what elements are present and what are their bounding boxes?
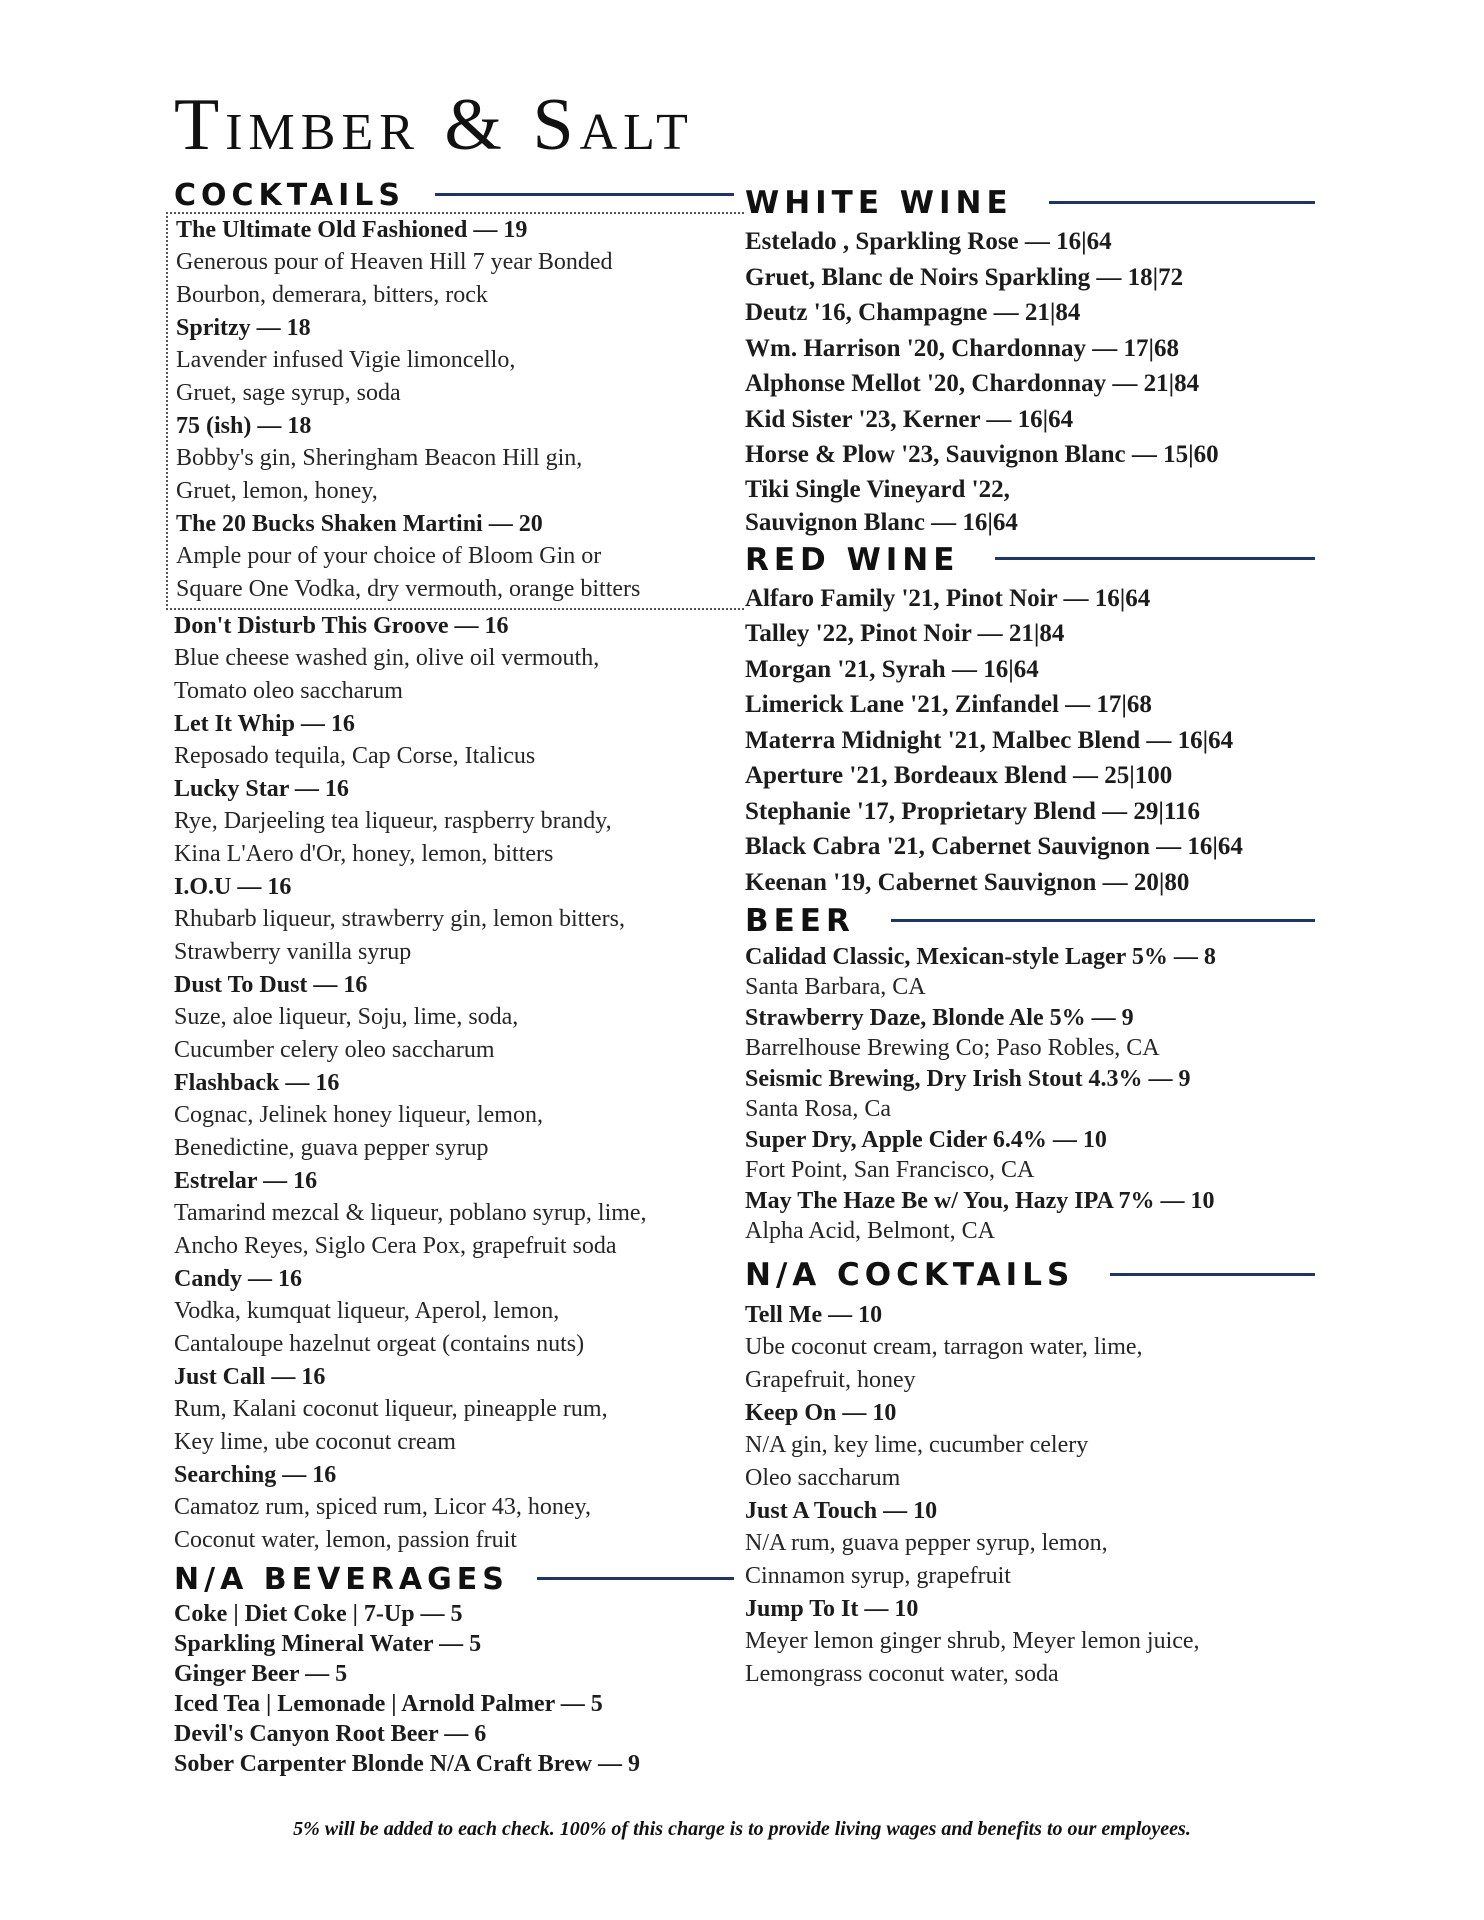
wine-item: Limerick Lane '21, Zinfandel — 17|68 — [745, 691, 1152, 718]
beer-item-title: Super Dry, Apple Cider 6.4% — 10 — [745, 1127, 1107, 1153]
menu-item — [176, 214, 744, 312]
menu-item-title: Estrelar — 16 — [174, 1168, 318, 1194]
menu-item-title: Don't Disturb This Groove — 16 — [174, 613, 509, 639]
menu-item-desc: Bourbon, demerara, bitters, rock — [176, 282, 488, 308]
wine-item: Stephanie '17, Proprietary Blend — 29|116 — [745, 797, 1201, 825]
menu-item-desc: Rhubarb liqueur, strawberry gin, lemon bitters, — [174, 906, 625, 932]
menu-item — [174, 1067, 734, 1165]
beer-item — [745, 1003, 1315, 1064]
na-cocktail-item-desc: N/A rum, guava pepper syrup, lemon, — [745, 1530, 1108, 1556]
na-cocktails-heading-rule — [1110, 1273, 1315, 1282]
menu-item-desc: Gruet, sage syrup, soda — [176, 380, 401, 406]
na-beverage-item: Devil's Canyon Root Beer — 6 — [174, 1721, 487, 1747]
beer-heading-label: BEER — [745, 903, 855, 939]
menu-item-desc: Cucumber celery oleo saccharum — [174, 1037, 495, 1063]
menu-item-desc: Benedictine, guava pepper syrup — [174, 1135, 489, 1161]
cocktails-heading-label: COCKTAILS — [174, 177, 406, 213]
wine-item: Deutz '16, Champagne — 21|84 — [745, 299, 1081, 326]
menu-item-desc: Strawberry vanilla syrup — [174, 939, 412, 965]
wine-item: Sauvignon Blanc — 16|64 — [745, 508, 1018, 536]
beer-item — [745, 1064, 1315, 1125]
menu-item — [174, 610, 734, 708]
wine-item: Talley '22, Pinot Noir — 21|84 — [745, 620, 1065, 647]
beer-item — [745, 942, 1315, 1003]
menu-item-desc: Square One Vodka, dry vermouth, orange bitters — [176, 576, 641, 602]
na-cocktail-item-title: Tell Me — 10 — [745, 1302, 883, 1328]
menu-item — [176, 508, 744, 606]
cocktails-heading — [174, 178, 734, 212]
red-wine-heading-label: RED WINE — [745, 541, 960, 578]
menu-item-title: Flashback — 16 — [174, 1070, 340, 1096]
na-beverage-item: Sparkling Mineral Water — 5 — [174, 1631, 482, 1657]
cocktails-heading-rule — [435, 193, 734, 202]
na-beverage-item: Coke | Diet Coke | 7-Up — 5 — [174, 1601, 463, 1627]
na-cocktail-item-desc: Ube coconut cream, tarragon water, lime, — [745, 1334, 1143, 1360]
left-column — [174, 178, 734, 1779]
menu-item-desc: Cognac, Jelinek honey liqueur, lemon, — [174, 1102, 543, 1128]
beer-item-desc: Santa Rosa, Ca — [745, 1096, 891, 1122]
featured-cocktails-box — [166, 212, 744, 610]
wine-item: Morgan '21, Syrah — 16|64 — [745, 655, 1039, 683]
menu-item — [174, 1361, 734, 1459]
na-cocktail-item — [745, 1299, 1315, 1397]
white-wine-heading — [745, 182, 1315, 224]
beer-item-desc: Barrelhouse Brewing Co; Paso Robles, CA — [745, 1035, 1160, 1061]
beer-item-title: Calidad Classic, Mexican-style Lager 5% — 8 — [745, 944, 1216, 970]
menu-item — [176, 410, 744, 508]
beer-item — [745, 1125, 1315, 1186]
menu-item-title: Searching — 16 — [174, 1462, 337, 1488]
wine-item: Materra Midnight '21, Malbec Blend — 16|64 — [745, 726, 1234, 754]
na-cocktail-item — [745, 1397, 1315, 1495]
na-beverage-item: Sober Carpenter Blonde N/A Craft Brew — 9 — [174, 1751, 640, 1777]
menu-item-desc: Cantaloupe hazelnut orgeat (contains nuts) — [174, 1331, 585, 1357]
na-cocktail-item-desc: Oleo saccharum — [745, 1465, 901, 1491]
na-cocktail-item-title: Just A Touch — 10 — [745, 1498, 938, 1524]
menu-item-desc: Bobby's gin, Sheringham Beacon Hill gin, — [176, 445, 583, 471]
menu-item-title: I.O.U — 16 — [174, 874, 292, 900]
beer-item-desc: Fort Point, San Francisco, CA — [745, 1157, 1035, 1183]
menu-item-desc: Coconut water, lemon, passion fruit — [174, 1527, 517, 1553]
menu-item-title: Candy — 16 — [174, 1266, 303, 1292]
wine-item: Alphonse Mellot '20, Chardonnay — 21|84 — [745, 370, 1200, 397]
menu-item-title: Let It Whip — 16 — [174, 711, 355, 737]
menu-item-title: Spritzy — 18 — [176, 315, 311, 341]
menu-item-title: 75 (ish) — 18 — [176, 413, 312, 439]
na-beverage-item: Iced Tea | Lemonade | Arnold Palmer — 5 — [174, 1691, 603, 1717]
menu-item — [174, 1459, 734, 1557]
na-cocktail-item-desc: N/A gin, key lime, cucumber celery — [745, 1432, 1089, 1458]
menu-item-title: Just Call — 16 — [174, 1364, 326, 1390]
wine-item: Keenan '19, Cabernet Sauvignon — 20|80 — [745, 868, 1190, 896]
wine-item: Wm. Harrison '20, Chardonnay — 17|68 — [745, 334, 1180, 362]
menu-item-desc: Blue cheese washed gin, olive oil vermouth, — [174, 645, 600, 671]
wine-item: Horse & Plow '23, Sauvignon Blanc — 15|60 — [745, 441, 1219, 468]
menu-item-desc: Rye, Darjeeling tea liqueur, raspberry brandy, — [174, 808, 612, 834]
menu-item — [174, 969, 734, 1067]
wine-item: Tiki Single Vineyard '22, — [745, 475, 1010, 503]
na-cocktail-item — [745, 1593, 1315, 1691]
menu-item — [174, 708, 734, 773]
wine-item: Black Cabra '21, Cabernet Sauvignon — 16|64 — [745, 833, 1243, 860]
na-cocktail-item-title: Keep On — 10 — [745, 1400, 897, 1426]
red-wine-heading — [745, 539, 1315, 581]
wine-item: Gruet, Blanc de Noirs Sparkling — 18|72 — [745, 263, 1184, 291]
beer-item-title: Strawberry Daze, Blonde Ale 5% — 9 — [745, 1005, 1134, 1031]
na-cocktail-item-desc: Meyer lemon ginger shrub, Meyer lemon juice, — [745, 1628, 1200, 1654]
menu-item-desc: Reposado tequila, Cap Corse, Italicus — [174, 743, 536, 769]
menu-item-desc: Suze, aloe liqueur, Soju, lime, soda, — [174, 1004, 519, 1030]
beer-item-desc: Alpha Acid, Belmont, CA — [745, 1218, 995, 1244]
menu-item-desc: Tomato oleo saccharum — [174, 678, 403, 704]
menu-item — [174, 773, 734, 871]
beer-item-title: Seismic Brewing, Dry Irish Stout 4.3% — 9 — [745, 1066, 1191, 1092]
restaurant-name: Timber & Salt — [174, 84, 694, 166]
menu-item — [174, 1165, 734, 1263]
menu-item — [174, 1263, 734, 1361]
menu-item — [176, 312, 744, 410]
na-cocktail-item-desc: Cinnamon syrup, grapefruit — [745, 1563, 1011, 1589]
menu-item-title: Dust To Dust — 16 — [174, 972, 368, 998]
menu-item — [174, 871, 734, 969]
right-column — [745, 182, 1315, 1691]
menu-item-title: Lucky Star — 16 — [174, 776, 349, 802]
wine-item: Estelado , Sparkling Rose — 16|64 — [745, 228, 1112, 255]
menu-item-desc: Ancho Reyes, Siglo Cera Pox, grapefruit soda — [174, 1233, 617, 1259]
menu-item-desc: Generous pour of Heaven Hill 7 year Bonded — [176, 249, 613, 275]
na-cocktail-item-title: Jump To It — 10 — [745, 1596, 919, 1622]
wine-item: Kid Sister '23, Kerner — 16|64 — [745, 405, 1074, 433]
na-cocktails-heading-label: N/A COCKTAILS — [745, 1257, 1075, 1293]
na-cocktail-item — [745, 1495, 1315, 1593]
service-charge-note: 5% will be added to each check. 100% of this charge is to provide living wages and benefits to our employees. — [293, 1818, 1191, 1840]
menu-item-desc: Tamarind mezcal & liqueur, poblano syrup, lime, — [174, 1200, 647, 1226]
menu-item-desc: Lavender infused Vigie limoncello, — [176, 347, 516, 373]
beer-item-desc: Santa Barbara, CA — [745, 974, 926, 1000]
menu-item-desc: Ample pour of your choice of Bloom Gin or — [176, 543, 602, 569]
menu-item-desc: Gruet, lemon, honey, — [176, 478, 378, 504]
na-cocktail-item-desc: Lemongrass coconut water, soda — [745, 1661, 1059, 1687]
wine-item: Aperture '21, Bordeaux Blend — 25|100 — [745, 762, 1173, 789]
beer-item — [745, 1186, 1315, 1247]
menu-item-desc: Vodka, kumquat liqueur, Aperol, lemon, — [174, 1298, 560, 1324]
wine-item: Alfaro Family '21, Pinot Noir — 16|64 — [745, 584, 1151, 612]
beer-heading — [745, 900, 1315, 942]
white-wine-heading-rule — [1049, 201, 1315, 210]
beer-item-title: May The Haze Be w/ You, Hazy IPA 7% — 10 — [745, 1188, 1215, 1214]
na-beverages-heading-label: N/A BEVERAGES — [174, 1561, 509, 1597]
beer-heading-rule — [891, 919, 1315, 928]
red-wine-heading-rule — [995, 557, 1315, 566]
white-wine-heading-label: WHITE WINE — [745, 185, 1013, 221]
menu-item-title: The Ultimate Old Fashioned — 19 — [176, 217, 528, 243]
na-beverages-heading-rule — [537, 1577, 734, 1586]
menu-item-title: The 20 Bucks Shaken Martini — 20 — [176, 511, 543, 537]
na-beverages-heading — [174, 1559, 734, 1599]
menu-item-desc: Key lime, ube coconut cream — [174, 1429, 456, 1455]
na-cocktails-heading — [745, 1251, 1315, 1299]
menu-item-desc: Rum, Kalani coconut liqueur, pineapple rum, — [174, 1396, 608, 1422]
menu-item-desc: Kina L'Aero d'Or, honey, lemon, bitters — [174, 841, 554, 867]
na-cocktail-item-desc: Grapefruit, honey — [745, 1367, 916, 1393]
menu-item-desc: Camatoz rum, spiced rum, Licor 43, honey, — [174, 1494, 591, 1520]
na-beverage-item: Ginger Beer — 5 — [174, 1661, 348, 1687]
